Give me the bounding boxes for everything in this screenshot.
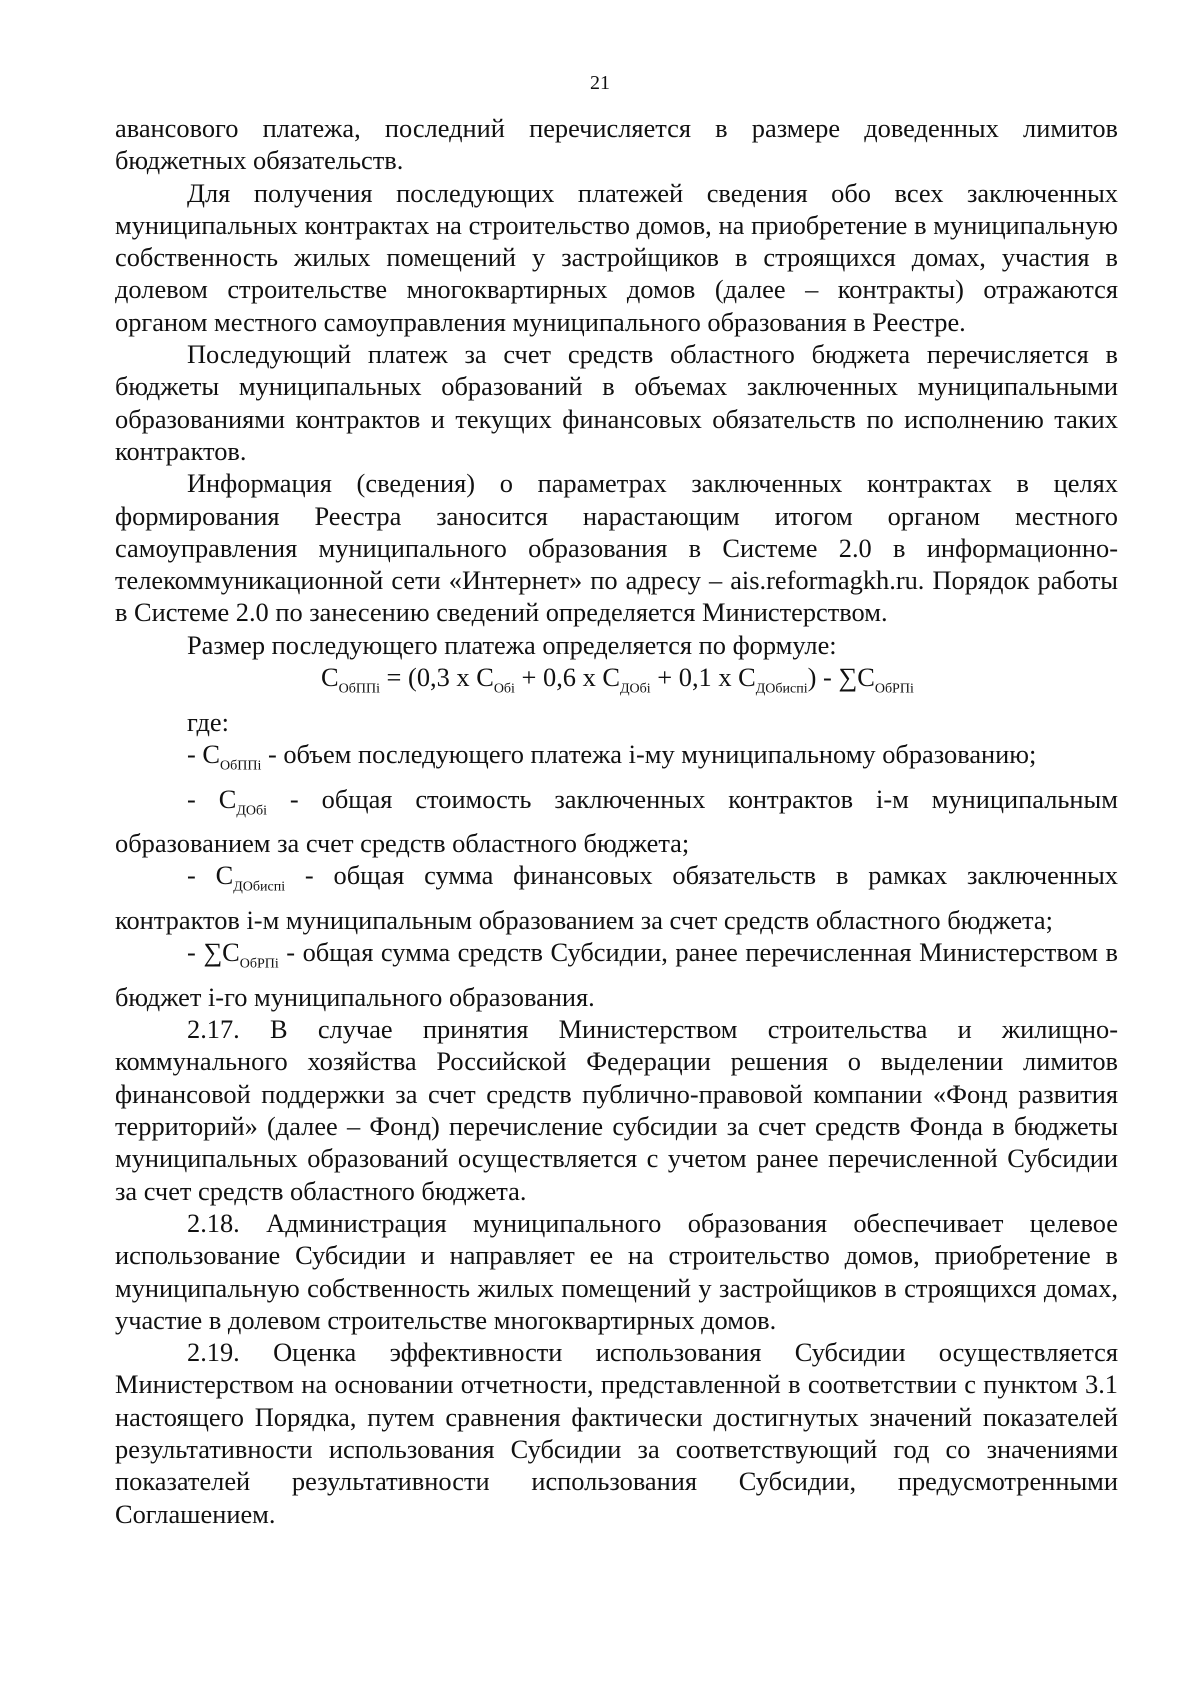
page-number: 21 [590, 72, 610, 94]
where-label: где: [187, 706, 229, 737]
definition-item: - $\sum С_{ОбРПi}$ - общая сумма средств Субсидии, ранее перечисленная Министерством в бюджет i-го муниципального образования. [115, 937, 1118, 1012]
section-2-17: 2.17. В случае принятия Министерством строительства и жилищно-коммунального хозяйства Российской Федерации решения о выделении лимитов финансовой поддержки за счет средств публично-правовой компании «Фонд развития территорий» (далее – Фонд) перечисление субсидии за счет средств Фонда в бюджеты муниципальных образований осуществляется с учетом ранее перечисленной Субсидии за счет средств областного бюджета. [115, 1014, 1118, 1206]
payment-formula: $С_{ОбППi} = (0,3$ х $С_{Обi} + 0,6$ х $С_{ДОбi} + 0,1$ х $С_{ДОбиспi}) - \sum С_{ОбРПi}$ [321, 662, 914, 697]
paragraph-subsequent-payments-info: Для получения последующих платежей сведения обо всех заключенных муниципальных контрактах на строительство домов, на приобретение в муниципальную собственность жилых помещений у застройщиков в строящихся домах, участия в долевом строительстве многоквартирных домов (далее – контракты) отражаются органом местного самоуправления муниципального образования в Реестре. [115, 177, 1118, 337]
paragraph-formula-intro: Размер последующего платежа определяется по формуле: [187, 629, 837, 660]
paragraph-continuation: авансового платежа, последний перечисляется в размере доведенных лимитов бюджетных обязательств. [115, 113, 1118, 176]
section-2-18: 2.18. Администрация муниципального образования обеспечивает целевое использование Субсидии и направляет ее на строительство домов, приобретение в муниципальную собственность жилых помещений у застройщиков в строящихся домах, участие в долевом строительстве многоквартирных домов. [115, 1207, 1118, 1335]
definition-item: - $С_{ОбППi}$ - объем последующего платежа i-му муниципальному образованию; [187, 738, 1037, 774]
section-2-19: 2.19. Оценка эффективности использования Субсидии осуществляется Министерством на основании отчетности, представленной в соответствии с пунктом 3.1 настоящего Порядка, путем сравнения фактически достигнутых значений показателей результативности использования Субсидии за соответствующий год со значениями показателей результативности использования Субсидии, предусмотренными Соглашением. [115, 1337, 1118, 1529]
paragraph-registry-information: Информация (сведения) о параметрах заключенных контрактах в целях формирования Реестра заносится нарастающим итогом органом местного самоуправления муниципального образования в Системе 2.0 в информационно-телекоммуникационной сети «Интернет» по адресу – ais.reformagkh.ru. Порядок работы в Системе 2.0 по занесению сведений определяется Министерством. [115, 468, 1118, 628]
paragraph-subsequent-payment-transfer: Последующий платеж за счет средств областного бюджета перечисляется в бюджеты муниципальных образований в объемах заключенных муниципальными образованиями контрактов и текущих финансовых обязательств по исполнению таких контрактов. [115, 339, 1118, 466]
definition-item: - $С_{ДОбиспi}$ - общая сумма финансовых обязательств в рамках заключенных контрактов i-м муниципальным образованием за счет средств областного бюджета; [115, 860, 1118, 935]
definition-item: - $С_{ДОбi}$ - общая стоимость заключенных контрактов i-м муниципальным образованием за счет средств областного бюджета; [115, 783, 1118, 859]
document-body [115, 112, 1118, 1530]
